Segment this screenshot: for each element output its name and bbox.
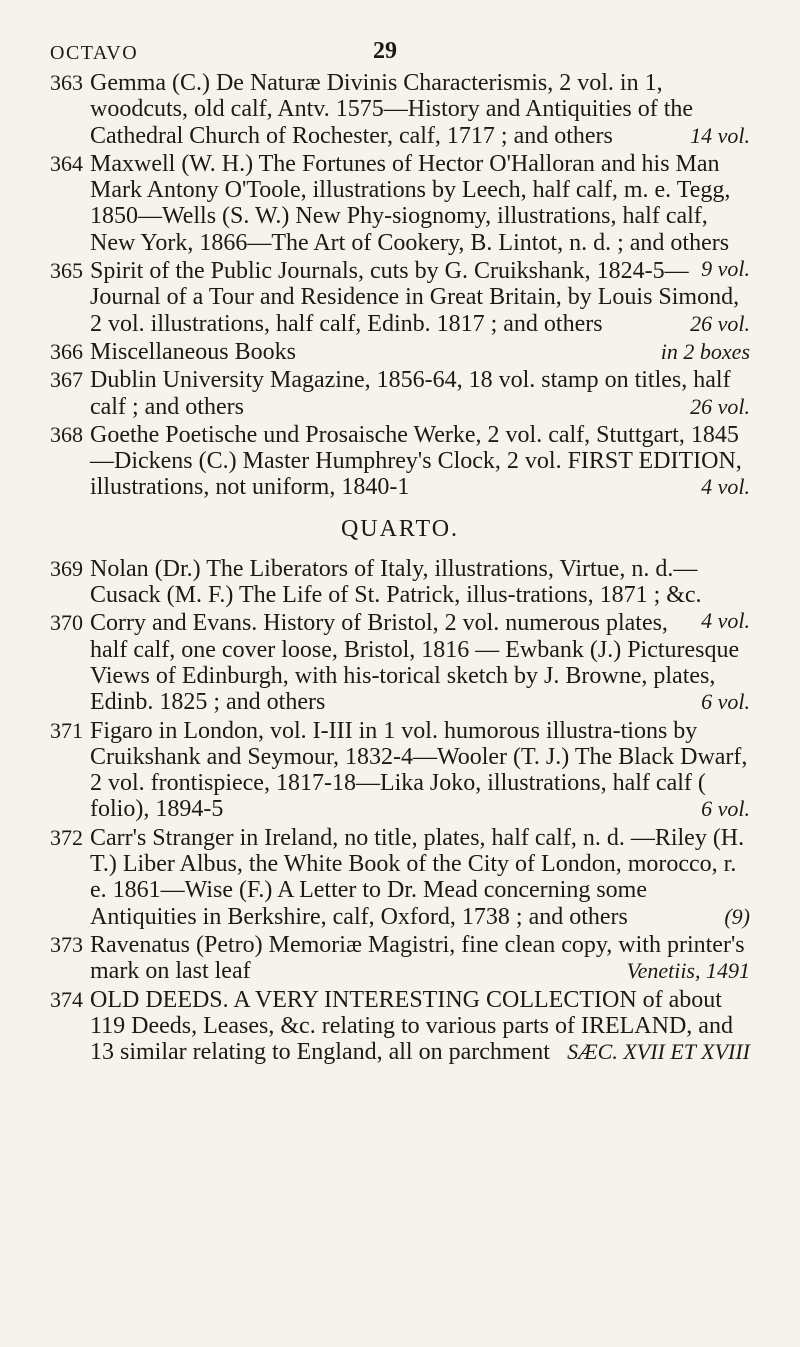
lot-number: 366	[50, 338, 83, 364]
lot-entry	[50, 339, 750, 365]
lot-description: Carr's Stranger in Ireland, no title, plates, half calf, n. d. —Riley (H. T.) Liber Albus, the White Book of the City of London, morocco, r. e. 1861—Wise (F.) A Letter to Dr. Mead concerning some Antiquities in Berkshire, calf, Oxford, 1738 ; and others (9)	[90, 824, 750, 930]
running-head: OCTAVO	[50, 42, 139, 64]
lot-description: Spirit of the Public Journals, cuts by G. Cruikshank, 1824-5—Journal of a Tour and Residence in Great Britain, by Louis Simond, 2 vol. illustrations, half calf, Edinb. 1817 ; and others 26 vol.	[90, 258, 750, 337]
lot-description: Maxwell (W. H.) The Fortunes of Hector O'Halloran and his Man Mark Antony O'Toole, illustrations by Leech, half calf, m. e. Tegg, 1850—Wells (S. W.) New Phy-siognomy, illustrations, half calf, New York, 1866—The Art of Cookery, B. Lintot, n. d. ; and others 9 vol.	[90, 150, 750, 282]
lot-entry	[50, 258, 750, 337]
lot-number: 370	[50, 610, 83, 636]
lot-size: SÆC. XVII ET XVIII	[567, 1039, 750, 1065]
lot-description: Gemma (C.) De Naturæ Divinis Characterismis, 2 vol. in 1, woodcuts, old calf, Antv. 1575—History and Antiquities of the Cathedral Church of Rochester, calf, 1717 ; and others 14 vol.	[90, 70, 750, 149]
lot-number: 368	[50, 421, 83, 447]
lot-description: Ravenatus (Petro) Memoriæ Magistri, fine clean copy, with printer's mark on last leaf Venetiis, 1491	[90, 931, 750, 985]
lot-number: 367	[50, 367, 83, 393]
lot-size: 6 vol.	[701, 689, 750, 715]
lot-number: 371	[50, 717, 83, 743]
lot-number: 373	[50, 931, 83, 957]
lot-description: Miscellaneous Books in 2 boxes	[90, 338, 750, 365]
lot-size: 4 vol.	[701, 474, 750, 500]
lot-entry	[50, 987, 750, 1066]
lot-description: Figaro in London, vol. I-III in 1 vol. humorous illustra-tions by Cruikshank and Seymour, 1832-4—Wooler (T. J.) The Black Dwarf, 2 vol. frontispiece, 1817-18—Lika Joko, illustrations, half calf ( folio), 1894-5 6 vol.	[90, 717, 750, 823]
lot-entry	[50, 718, 750, 823]
lot-size: Venetiis, 1491	[626, 958, 750, 984]
lot-number: 363	[50, 70, 83, 95]
lot-entry	[50, 367, 750, 420]
lot-size: 26 vol.	[690, 310, 750, 336]
page-number: 29	[373, 38, 397, 64]
lot-description: Corry and Evans. History of Bristol, 2 vol. numerous plates, half calf, one cover loose, Bristol, 1816 — Ewbank (J.) Picturesque Views of Edinburgh, with his-torical sketch by J. Browne, plates, Edinb. 1825 ; and others 6 vol.	[90, 610, 750, 716]
lot-size: in 2 boxes	[660, 338, 750, 364]
lot-size: 14 vol.	[690, 122, 750, 148]
lot-description: Goethe Poetische und Prosaische Werke, 2 vol. calf, Stuttgart, 1845—Dickens (C.) Master Humphrey's Clock, 2 vol. FIRST EDITION, illustrations, not uniform, 1840-1 4 vol.	[90, 421, 750, 501]
lot-description: Nolan (Dr.) The Liberators of Italy, illustrations, Virtue, n. d.—Cusack (M. F.) The Life of St. Patrick, illus-trations, 1871 ; &c. 4 vol.	[90, 555, 750, 634]
lot-number: 374	[50, 986, 83, 1012]
lot-size: 6 vol.	[701, 796, 750, 822]
lot-number: 372	[50, 824, 83, 850]
lot-entry	[50, 932, 750, 985]
lot-number: 369	[50, 555, 83, 581]
lot-size: 26 vol.	[690, 393, 750, 419]
lot-description: OLD DEEDS. A VERY INTERESTING COLLECTION of about 119 Deeds, Leases, &c. relating to various parts of IRELAND, and 13 similar relating to England, all on parchment SÆC. XVII ET XVIII	[90, 986, 750, 1066]
lot-size: 9 vol.	[701, 256, 750, 282]
lot-entry	[50, 422, 750, 501]
lot-size: (9)	[724, 903, 750, 929]
section-heading-quarto: QUARTO.	[340, 515, 460, 542]
lot-size: 4 vol.	[701, 608, 750, 634]
lot-entry	[50, 610, 750, 715]
catalogue-entries	[50, 70, 750, 1067]
lot-number: 365	[50, 258, 83, 284]
lot-entry	[50, 825, 750, 930]
lot-description: Dublin University Magazine, 1856-64, 18 vol. stamp on titles, half calf ; and others 26 vol.	[90, 367, 750, 420]
lot-number: 364	[50, 150, 83, 176]
lot-entry	[50, 70, 750, 149]
